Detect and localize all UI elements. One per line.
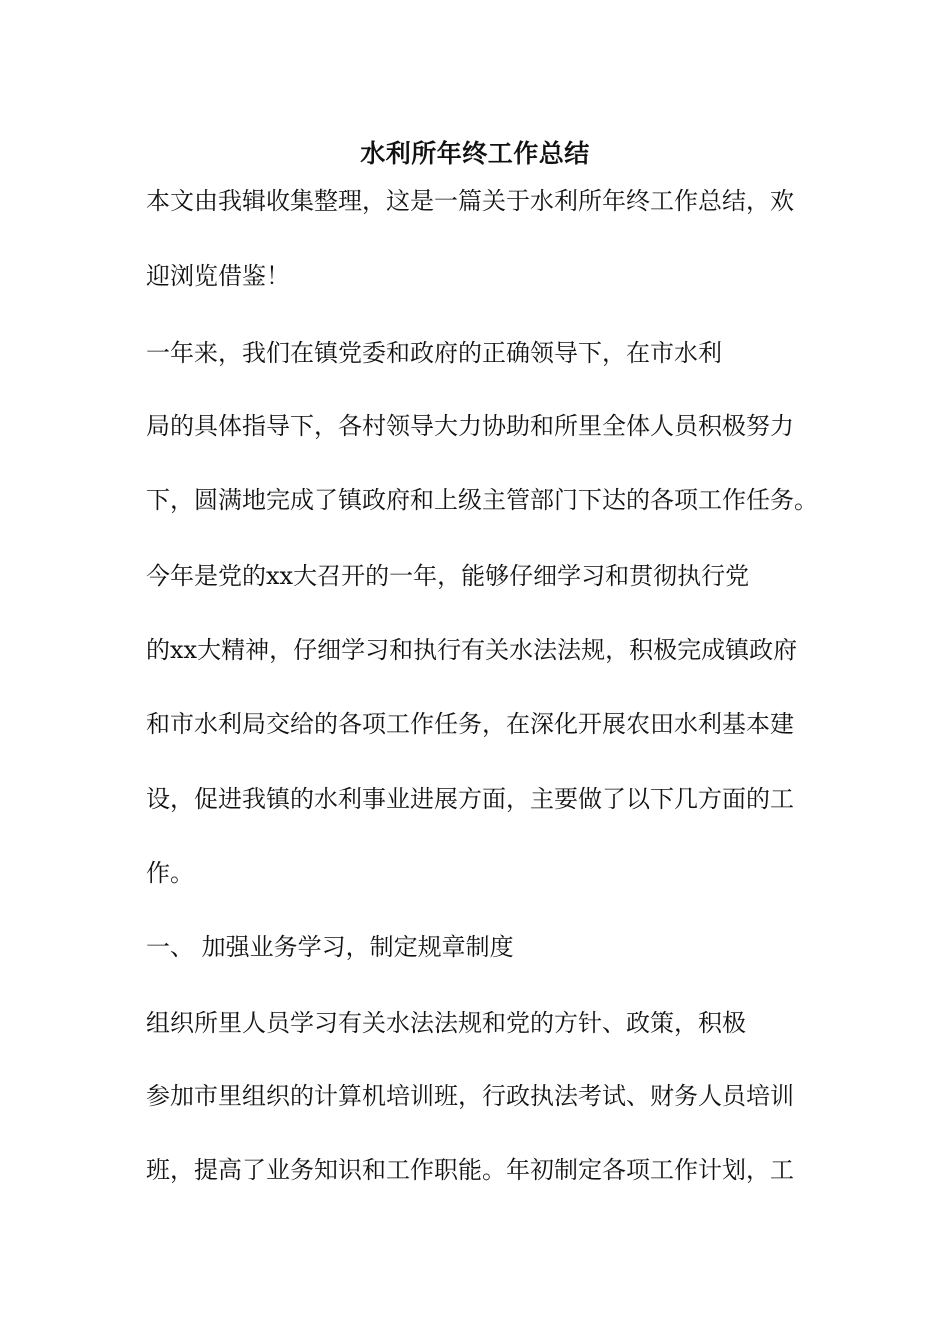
text-line: 组织所里人员学习有关水法法规和党的方针、政策，积极 [146,1009,746,1037]
text-line: 迎浏览借鉴！ [146,262,290,290]
text-line: 下，圆满地完成了镇政府和上级主管部门下达的各项工作任务。 [146,486,818,514]
text-line: 本文由我辑收集整理，这是一篇关于水利所年终工作总结，欢 [146,187,794,215]
text-line: 一年来，我们在镇党委和政府的正确领导下，在市水利 [146,339,722,367]
text-line: 作。 [146,859,194,887]
text-line: 和市水利局交给的各项工作任务，在深化开展农田水利基本建 [146,710,794,738]
text-line: 设，促进我镇的水利事业进展方面，主要做了以下几方面的工 [146,785,794,813]
section-heading: 一、 加强业务学习，制定规章制度 [146,933,514,961]
text-line: 今年是党的xx大召开的一年，能够仔细学习和贯彻执行党 [146,562,750,590]
text-line: 的xx大精神，仔细学习和执行有关水法法规，积极完成镇政府 [146,636,798,664]
text-line: 班，提高了业务知识和工作职能。年初制定各项工作计划，工 [146,1156,794,1184]
document-title: 水利所年终工作总结 [360,139,590,168]
text-line: 参加市里组织的计算机培训班，行政执法考试、财务人员培训 [146,1082,794,1110]
text-line: 局的具体指导下，各村领导大力协助和所里全体人员积极努力 [146,412,794,440]
